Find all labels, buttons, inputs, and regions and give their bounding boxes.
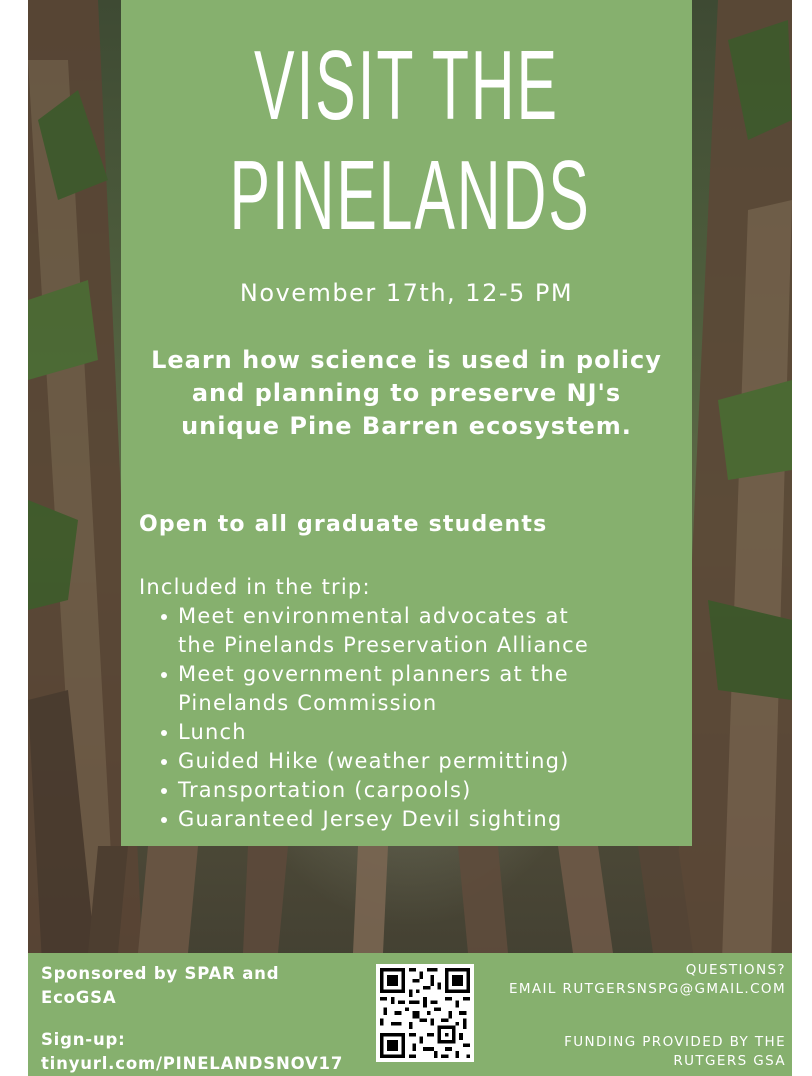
title-line-1: VISIT THE bbox=[254, 30, 559, 140]
included-item-line: Meet government planners at the bbox=[178, 662, 569, 686]
questions-label: QUESTIONS? bbox=[685, 962, 786, 978]
funding-note bbox=[564, 1033, 786, 1071]
included-item-line: Guaranteed Jersey Devil sighting bbox=[178, 807, 563, 831]
included-item bbox=[139, 776, 589, 805]
included-item-line: Lunch bbox=[178, 720, 247, 744]
included-list bbox=[139, 602, 589, 834]
signup-label: Sign-up: bbox=[41, 1030, 126, 1049]
event-poster bbox=[28, 0, 792, 1076]
questions-email[interactable]: EMAIL RUTGERSNSPG@GMAIL.COM bbox=[508, 981, 786, 997]
event-date: November 17th, 12-5 PM bbox=[239, 279, 574, 307]
qr-code[interactable] bbox=[376, 964, 474, 1062]
poster-title bbox=[229, 30, 591, 250]
questions-block bbox=[509, 961, 786, 999]
included-heading: Included in the trip: bbox=[139, 575, 371, 599]
event-description: Learn how science is used in policy and planning to preserve NJ's unique Pine Barren ecosystem. bbox=[151, 346, 662, 440]
included-item bbox=[139, 747, 589, 776]
sponsor-line-2: EcoGSA bbox=[41, 988, 117, 1007]
poster-footer bbox=[28, 953, 792, 1076]
included-item-line: Pinelands Commission bbox=[178, 691, 438, 715]
sponsor-text bbox=[41, 962, 279, 1010]
title-line-2: PINELANDS bbox=[229, 140, 591, 250]
sponsor-line-1: Sponsored by SPAR and bbox=[41, 964, 280, 983]
funding-line-1: FUNDING PROVIDED BY THE bbox=[564, 1034, 786, 1050]
included-item-line: Meet environmental advocates at bbox=[178, 604, 569, 628]
included-item bbox=[139, 805, 589, 834]
audience-statement: Open to all graduate students bbox=[139, 512, 548, 537]
included-item bbox=[139, 718, 589, 747]
funding-line-2: RUTGERS GSA bbox=[673, 1053, 786, 1069]
signup-block bbox=[41, 1028, 343, 1076]
included-item-line: Guided Hike (weather permitting) bbox=[178, 749, 570, 773]
included-item bbox=[139, 660, 589, 718]
qr-code-icon bbox=[380, 968, 470, 1058]
included-item bbox=[139, 602, 589, 660]
included-item-line: Transportation (carpools) bbox=[178, 778, 472, 802]
event-info-panel bbox=[121, 0, 692, 846]
included-item-line: the Pinelands Preservation Alliance bbox=[178, 633, 589, 657]
signup-link[interactable]: tinyurl.com/PINELANDSNOV17 bbox=[41, 1054, 344, 1073]
